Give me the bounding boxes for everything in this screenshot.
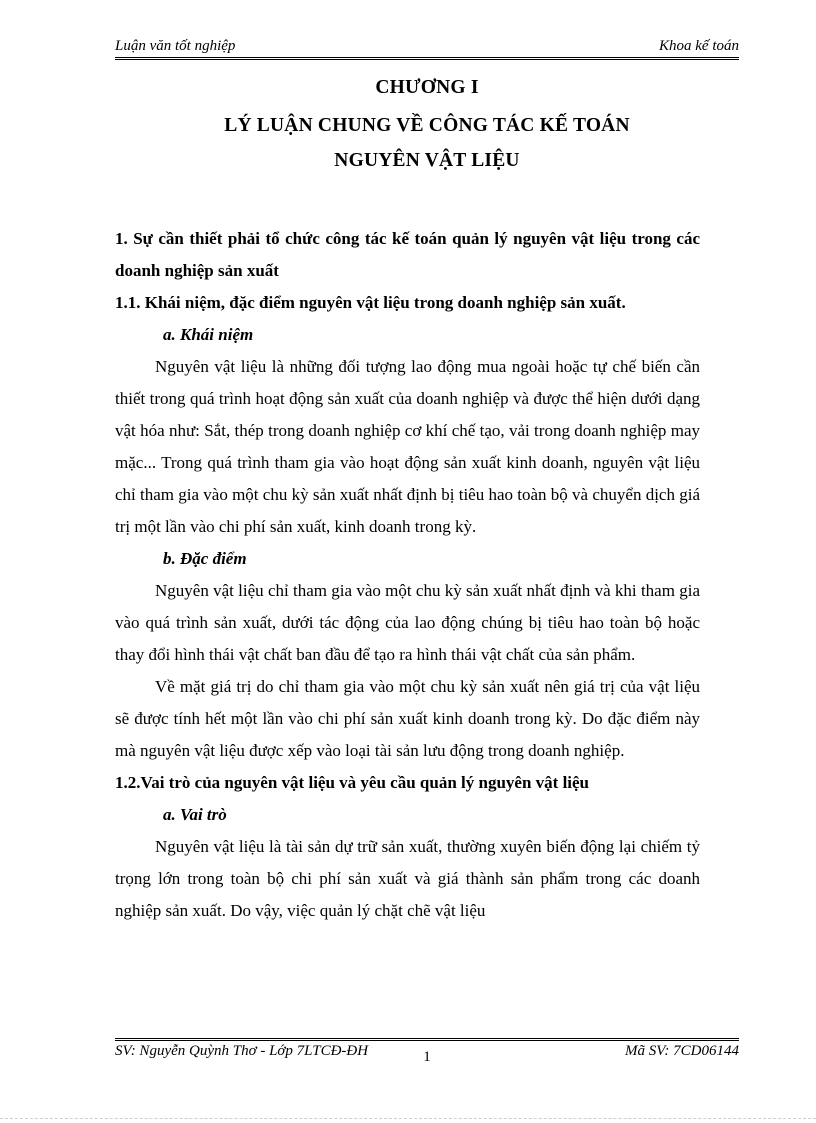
header-divider xyxy=(115,57,739,60)
page-number: 1 xyxy=(423,1049,431,1065)
subheading-characteristics: b. Đặc điểm xyxy=(163,549,247,568)
section-heading-1-1: 1.1. Khái niệm, đặc điểm nguyên vật liệu trong doanh nghiệp sản xuất. xyxy=(115,293,626,312)
paragraph-role: Nguyên vật liệu là tài sản dự trữ sản xuất, thường xuyên biến động lại chiếm tỷ trọng lớn trong toàn bộ chi phí sản xuất và giá thành sản phẩm trong các doanh nghiệp sản xuất. Do vậy, việc quản lý chặt chẽ vật liệu xyxy=(115,837,700,920)
section-heading-1: 1. Sự cần thiết phải tổ chức công tác kế toán quản lý nguyên vật liệu trong các doanh nghiệp sản xuất xyxy=(115,229,700,280)
document-body xyxy=(115,223,700,927)
chapter-number: CHƯƠNG I xyxy=(375,77,479,98)
chapter-title-line1: LÝ LUẬN CHUNG VỀ CÔNG TÁC KẾ TOÁN xyxy=(224,115,630,136)
footer-divider xyxy=(115,1038,739,1041)
header-thesis-label: Luận văn tốt nghiệp xyxy=(115,38,236,54)
page-footer xyxy=(115,1043,739,1069)
page-break-line xyxy=(0,1118,816,1119)
page-header xyxy=(115,36,739,56)
subheading-definition: a. Khái niệm xyxy=(163,325,254,344)
paragraph-characteristics-1: Nguyên vật liệu chỉ tham gia vào một chu kỳ sản xuất nhất định và khi tham gia vào quá trình sản xuất, dưới tác động của lao động chúng bị tiêu hao toàn bộ hoặc thay đổi hình thái vật chất ban đầu để tạo ra hình thái vật chất của sản phẩm. xyxy=(115,581,700,664)
footer-student-info: SV: Nguyễn Quỳnh Thơ - Lớp 7LTCĐ-ĐH xyxy=(115,1043,369,1059)
header-faculty-label: Khoa kế toán xyxy=(659,38,739,54)
section-heading-1-2: 1.2.Vai trò của nguyên vật liệu và yêu cầu quản lý nguyên vật liệu xyxy=(115,773,590,792)
chapter-title-line2: NGUYÊN VẬT LIỆU xyxy=(334,150,520,171)
subheading-role: a. Vai trò xyxy=(163,805,227,824)
paragraph-characteristics-2: Về mặt giá trị do chỉ tham gia vào một chu kỳ sản xuất nên giá trị của vật liệu sẽ được tính hết một lần vào chi phí sản xuất kinh doanh trong kỳ. Do đặc điểm này mà nguyên vật liệu được xếp vào loại tài sản lưu động trong doanh nghiệp. xyxy=(115,677,700,760)
footer-student-id: Mã SV: 7CD06144 xyxy=(624,1043,739,1059)
paragraph-definition: Nguyên vật liệu là những đối tượng lao động mua ngoài hoặc tự chế biến cần thiết trong quá trình hoạt động sản xuất của doanh nghiệp và được thể hiện dưới dạng vật hóa như: Sắt, thép trong doanh nghiệp cơ khí chế tạo, vải trong doanh nghiệp may mặc... Trong quá trình tham gia vào hoạt động sản xuất kinh doanh, nguyên vật liệu chỉ tham gia vào một chu kỳ sản xuất nhất định bị tiêu hao toàn bộ và chuyển dịch giá trị một lần vào chi phí sản xuất, kinh doanh trong kỳ. xyxy=(115,357,700,536)
